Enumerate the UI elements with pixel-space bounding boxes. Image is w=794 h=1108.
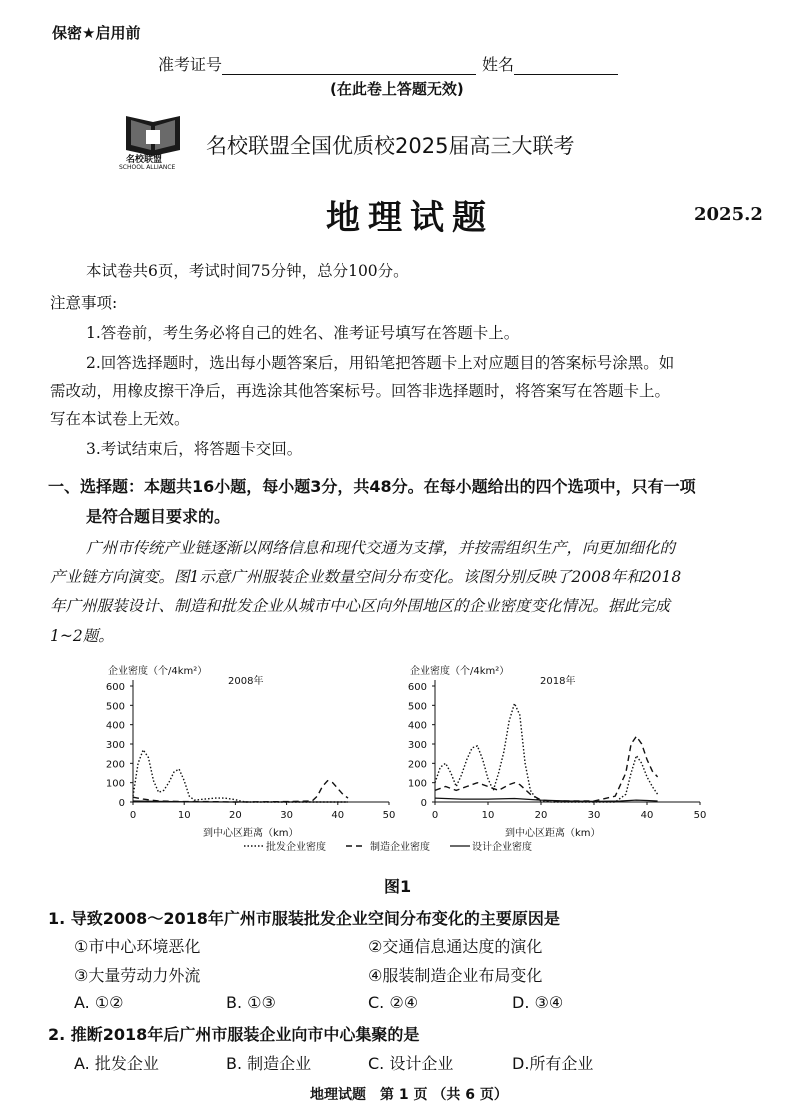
material-line-1: 广州市传统产业链逐渐以网络信息和现代交通为支撑，并按需组织生产，向更加细化的: [86, 539, 676, 557]
chart-2008-x-tick-label: 30: [280, 810, 293, 821]
question-1-option-d[interactable]: D. ③④: [512, 993, 564, 1012]
chart-2018-y-tick-label: 100: [407, 778, 427, 790]
question-1-statement-2: ②交通信息通达度的演化: [368, 937, 543, 956]
legend-wholesale-label: 批发企业密度: [266, 842, 326, 853]
chart-2008-y-tick-label: 600: [105, 682, 125, 693]
question-2-stem: 2. 推断2018年后广州市服装企业向市中心集聚的是: [48, 1025, 420, 1044]
chart-2018-series-design: [435, 798, 658, 801]
figure-1-charts: [0, 650, 794, 870]
legend-manufacture-label: 制造企业密度: [370, 842, 430, 853]
chart-2008-title: 2008年: [228, 676, 264, 687]
notice-item-1: 1.答卷前，考生务必将自己的姓名、准考证号填写在答题卡上。: [86, 324, 520, 342]
question-1-stem: 1. 导致2008～2018年广州市服装批发企业空间分布变化的主要原因是: [48, 909, 560, 928]
question-1-option-a[interactable]: A. ①②: [74, 993, 124, 1012]
chart-2018-y-tick-label: 300: [407, 740, 427, 751]
name-label: 姓名: [482, 55, 515, 74]
question-1-statement-1: ①市中心环境恶化: [74, 937, 201, 956]
chart-2018-x-tick-label: 20: [534, 810, 548, 821]
chart-2008-x-axis-label: 到中心区距离（km）: [203, 828, 299, 839]
page-footer: 地理试题 第 1 页 （共 6 页）: [310, 1087, 508, 1103]
chart-2008-x-tick-label: 20: [229, 810, 242, 821]
material-line-4: 1~2题。: [50, 627, 114, 645]
logo-name: 名校联盟: [126, 155, 163, 165]
logo-english-name: SCHOOL ALLIANCE: [119, 164, 176, 171]
chart-2018-x-tick-label: 0: [431, 810, 439, 821]
figure-caption: 图1: [384, 877, 412, 896]
chart-2018-series-manufacture: [435, 736, 658, 801]
chart-2008-x-tick-label: 10: [177, 810, 191, 821]
chart-2018-y-tick-label: 600: [407, 682, 427, 693]
chart-2008-y-tick-label: 400: [105, 720, 125, 732]
chart-2018-y-tick-label: 200: [407, 759, 427, 771]
notice-item-3: 3.考试结束后，将答题卡交回。: [86, 440, 303, 458]
chart-2008-x-tick-label: 50: [382, 810, 396, 821]
question-1-option-c[interactable]: C. ②④: [368, 993, 419, 1012]
chart-2018-y-tick-label: 0: [420, 798, 427, 809]
confidential-mark: 保密★启用前: [52, 24, 141, 42]
chart-2008-series-wholesale: [133, 750, 348, 802]
chart-2008-y-tick-label: 500: [105, 701, 125, 713]
notice-item-2-line-2: 需改动，用橡皮擦干净后，再选涂其他答案标号。回答非选择题时，将答案写在答题卡上。: [50, 382, 671, 400]
exam-intro: 本试卷共6页，考试时间75分钟，总分100分。: [86, 262, 409, 280]
chart-2008-y-tick-label: 300: [105, 740, 125, 751]
chart-2018-y-tick-label: 400: [407, 720, 427, 732]
notice-item-2-line-3: 写在本试卷上无效。: [50, 410, 190, 428]
question-1-statement-3: ③大量劳动力外流: [74, 966, 201, 985]
name-field[interactable]: [514, 60, 618, 75]
exam-number-label: 准考证号: [158, 55, 223, 74]
chart-2018-y-tick-label: 500: [407, 701, 427, 713]
chart-2008-y-tick-label: 200: [105, 759, 125, 771]
chart-2018-x-tick-label: 50: [693, 810, 707, 821]
question-2-option-a[interactable]: A. 批发企业: [74, 1054, 159, 1073]
chart-2008-x-tick-label: 0: [129, 810, 137, 821]
chart-2018-title: 2018年: [540, 676, 576, 687]
material-line-2: 产业链方向演变。图1示意广州服装企业数量空间分布变化。该图分别反映了2008年和2018: [50, 568, 682, 586]
notice-heading: 注意事项:: [50, 294, 118, 312]
section-1-heading-line-2: 是符合题目要求的。: [86, 507, 231, 526]
question-1-option-b[interactable]: B. ①③: [226, 993, 276, 1012]
chart-2018-series-wholesale: [435, 703, 658, 802]
candidate-info-row: [158, 52, 618, 75]
question-2-option-b[interactable]: B. 制造企业: [226, 1054, 312, 1073]
question-2-option-c[interactable]: C. 设计企业: [368, 1054, 454, 1073]
exam-number-field[interactable]: [222, 60, 476, 75]
chart-2008-series-manufacture: [133, 781, 348, 802]
chart-2008-x-tick-label: 40: [331, 810, 345, 821]
invalid-note: (在此卷上答题无效): [330, 80, 464, 98]
notice-item-2-line-1: 2.回答选择题时，选出每小题答案后，用铅笔把答题卡上对应题目的答案标号涂黑。如: [86, 354, 675, 372]
chart-2018-x-tick-label: 10: [481, 810, 495, 821]
chart-2008-y-axis-label: 企业密度（个/4km²）: [108, 666, 208, 677]
material-line-3: 年广州服装设计、制造和批发企业从城市中心区向外围地区的企业密度变化情况。据此完成: [50, 597, 671, 615]
exam-title: 名校联盟全国优质校2025届高三大联考: [206, 134, 575, 158]
legend-design-label: 设计企业密度: [472, 842, 532, 853]
chart-2008-y-tick-label: 100: [105, 778, 125, 790]
chart-2008-y-tick-label: 0: [118, 798, 125, 809]
chart-2018-x-axis-label: 到中心区距离（km）: [505, 828, 601, 839]
chart-2018-y-axis-label: 企业密度（个/4km²）: [410, 666, 510, 677]
question-1-statement-4: ④服装制造企业布局变化: [368, 966, 543, 985]
chart-2018-x-tick-label: 40: [640, 810, 654, 821]
exam-date: 2025.2: [694, 204, 763, 225]
section-1-heading-line-1: 一、选择题：本题共16小题，每小题3分，共48分。在每小题给出的四个选项中，只有一项: [48, 477, 696, 496]
chart-2018-x-tick-label: 30: [587, 810, 601, 821]
page-title: 地理试题: [326, 198, 494, 238]
question-2-option-d[interactable]: D.所有企业: [512, 1054, 594, 1073]
